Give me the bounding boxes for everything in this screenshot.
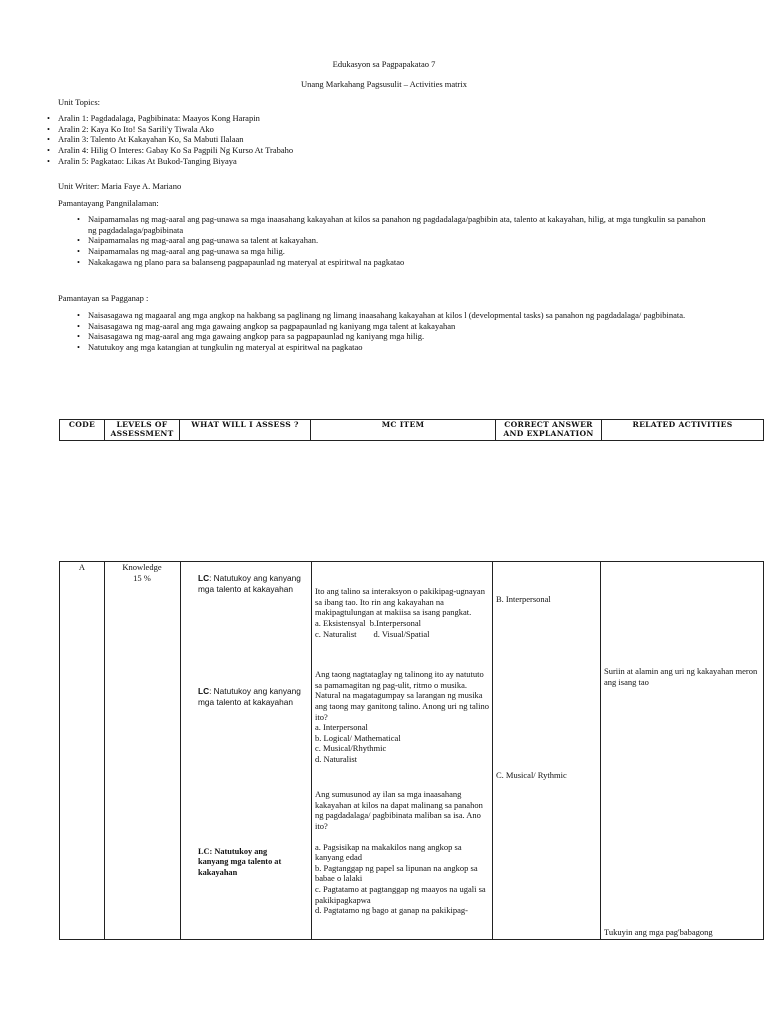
pamantayang-list <box>88 214 708 267</box>
column-divider <box>600 562 601 939</box>
column-divider <box>492 562 493 939</box>
matrix-body <box>59 561 764 940</box>
header-what: WHAT WILL I ASSESS ? <box>180 420 311 441</box>
list-item: • Aralin 2: Kaya Ko Ito! Sa Sarili'y Tiwala Ako <box>58 124 718 135</box>
list-item: • Aralin 3: Talento At Kakayahan Ko, Sa Mabuti Ilalaan <box>58 134 718 145</box>
list-item: • Naipamamalas ng mag-aaral ang pag-unawa sa mga inaasahang kakayahan at kilos sa panahon ng pagdadalaga/pagbibin ata, talento at kakayahan, hilig, at mga tungkulin sa panahon ng pagdadalaga/pagbibinata <box>88 214 708 235</box>
column-divider <box>180 562 181 939</box>
header-mc-item: MC ITEM <box>311 420 496 441</box>
unit-topics-label: Unit Topics: <box>58 97 100 107</box>
level-label: Knowledge <box>122 562 162 572</box>
pagganap-label: Pamantayan sa Pagganap : <box>58 293 149 303</box>
row-code: A <box>78 562 86 572</box>
column-divider <box>311 562 312 939</box>
unit-writer: Unit Writer: Maria Faye A. Mariano <box>58 181 182 191</box>
mc-item-1: Ito ang talino sa interaksyon o pakikipag-ugnayan sa ibang tao. Ito rin ang kakayahan na makipagtulungan at makiisa sa isang pangkat. a. Eksistensyal b.Interpersonal c. Naturalist d. Visual/Spatial <box>315 586 485 639</box>
list-item: • Aralin 1: Pagdadalaga, Pagbibinata: Maayos Kong Harapin <box>58 113 718 124</box>
header-answer: CORRECT ANSWER AND EXPLANATION <box>496 420 602 441</box>
topics-list <box>58 113 718 166</box>
pamantayang-label: Pamantayang Pangnilalaman: <box>58 198 159 208</box>
pagganap-list <box>88 310 708 353</box>
mc-item-2: Ang taong nagtataglay ng talinong ito ay natututo sa pamamagitan ng pag-ulit, ritmo o musika. Natural na magatagumpay sa larangan ng musika ang taong may ganitong talino. Anong uri ng talino ito? a. Interpersonal b. Logical/ Mathematical c. Musical/Rhythmic d. Naturalist <box>315 669 489 764</box>
column-divider <box>104 562 105 939</box>
header-code: CODE <box>60 420 105 441</box>
learning-competency-2: LC: Natutukoy ang kanyang mga talento at kakayahan <box>198 686 301 707</box>
answer-1: B. Interpersonal <box>496 594 551 604</box>
list-item: • Naisasagawa ng mag-aaral ang mga gawaing angkop sa pagpapaunlad ng kaniyang mga talent at kakayahan <box>88 321 708 332</box>
learning-competency-1: LC: Natutukoy ang kanyang mga talento at kakayahan <box>198 573 301 594</box>
list-item: • Naisasagawa ng mag-aaral ang mga gawaing angkop para sa pagpapaunlad ng kaniyang mga hilig. <box>88 331 708 342</box>
header-related: RELATED ACTIVITIES <box>602 420 764 441</box>
related-activity-1: Suriin at alamin ang uri ng kakayahan meron ang isang tao <box>604 666 758 687</box>
list-item: • Naipamamalas ng mag-aaral ang pag-unawa sa talent at kakayahan. <box>88 235 708 246</box>
document-subtitle: Unang Markahang Pagsusulit – Activities matrix <box>301 79 467 89</box>
list-item: • Aralin 4: Hilig O Interes: Gabay Ko Sa Pagpili Ng Kurso At Trabaho <box>58 145 718 156</box>
list-item: • Nakakagawa ng plano para sa balanseng pagpapaunlad ng materyal at espiritwal na pagkatao <box>88 257 708 268</box>
answer-2: C. Musical/ Rythmic <box>496 770 567 780</box>
matrix-header-table <box>59 419 764 441</box>
list-item: • Aralin 5: Pagkatao: Likas At Bukod-Tanging Biyaya <box>58 156 718 167</box>
list-item: • Naipamamalas ng mag-aaral ang pag-unawa sa mga hilig. <box>88 246 708 257</box>
list-item: • Natutukoy ang mga katangian at tungkulin ng materyal at espiritwal na pagkatao <box>88 342 708 353</box>
level-percent: 15 % <box>133 573 151 583</box>
mc-item-3: Ang sumusunod ay ilan sa mga inaasahang kakayahan at kilos na dapat malinang sa panahon ng pagdadalaga/ pagbibinata maliban sa isa. Ano ito? a. Pagsisikap na makakilos nang angkop sa kanyang edad b. Pagtanggap ng papel sa lipunan na angkop sa babae o lalaki c. Pagtatamo at pagtanggap ng maayos na ugali sa pakikipagkapwa d. Pagtatamo ng bago at ganap na pakikipag- <box>315 789 486 916</box>
document-title: Edukasyon sa Pagpapakatao 7 <box>332 59 436 69</box>
header-levels: LEVELS OF ASSESSMENT <box>105 420 180 441</box>
related-activity-2: Tukuyin ang mga pag'babagong <box>604 927 713 937</box>
list-item: • Naisasagawa ng magaaral ang mga angkop na hakbang sa paglinang ng limang inaasahang kakayahan at kilos l (developmental tasks) sa panahon ng pagdadalaga/ pagbibinata. <box>88 310 708 321</box>
learning-competency-3: LC: Natutukoy ang kanyang mga talento at kakayahan <box>198 847 282 877</box>
